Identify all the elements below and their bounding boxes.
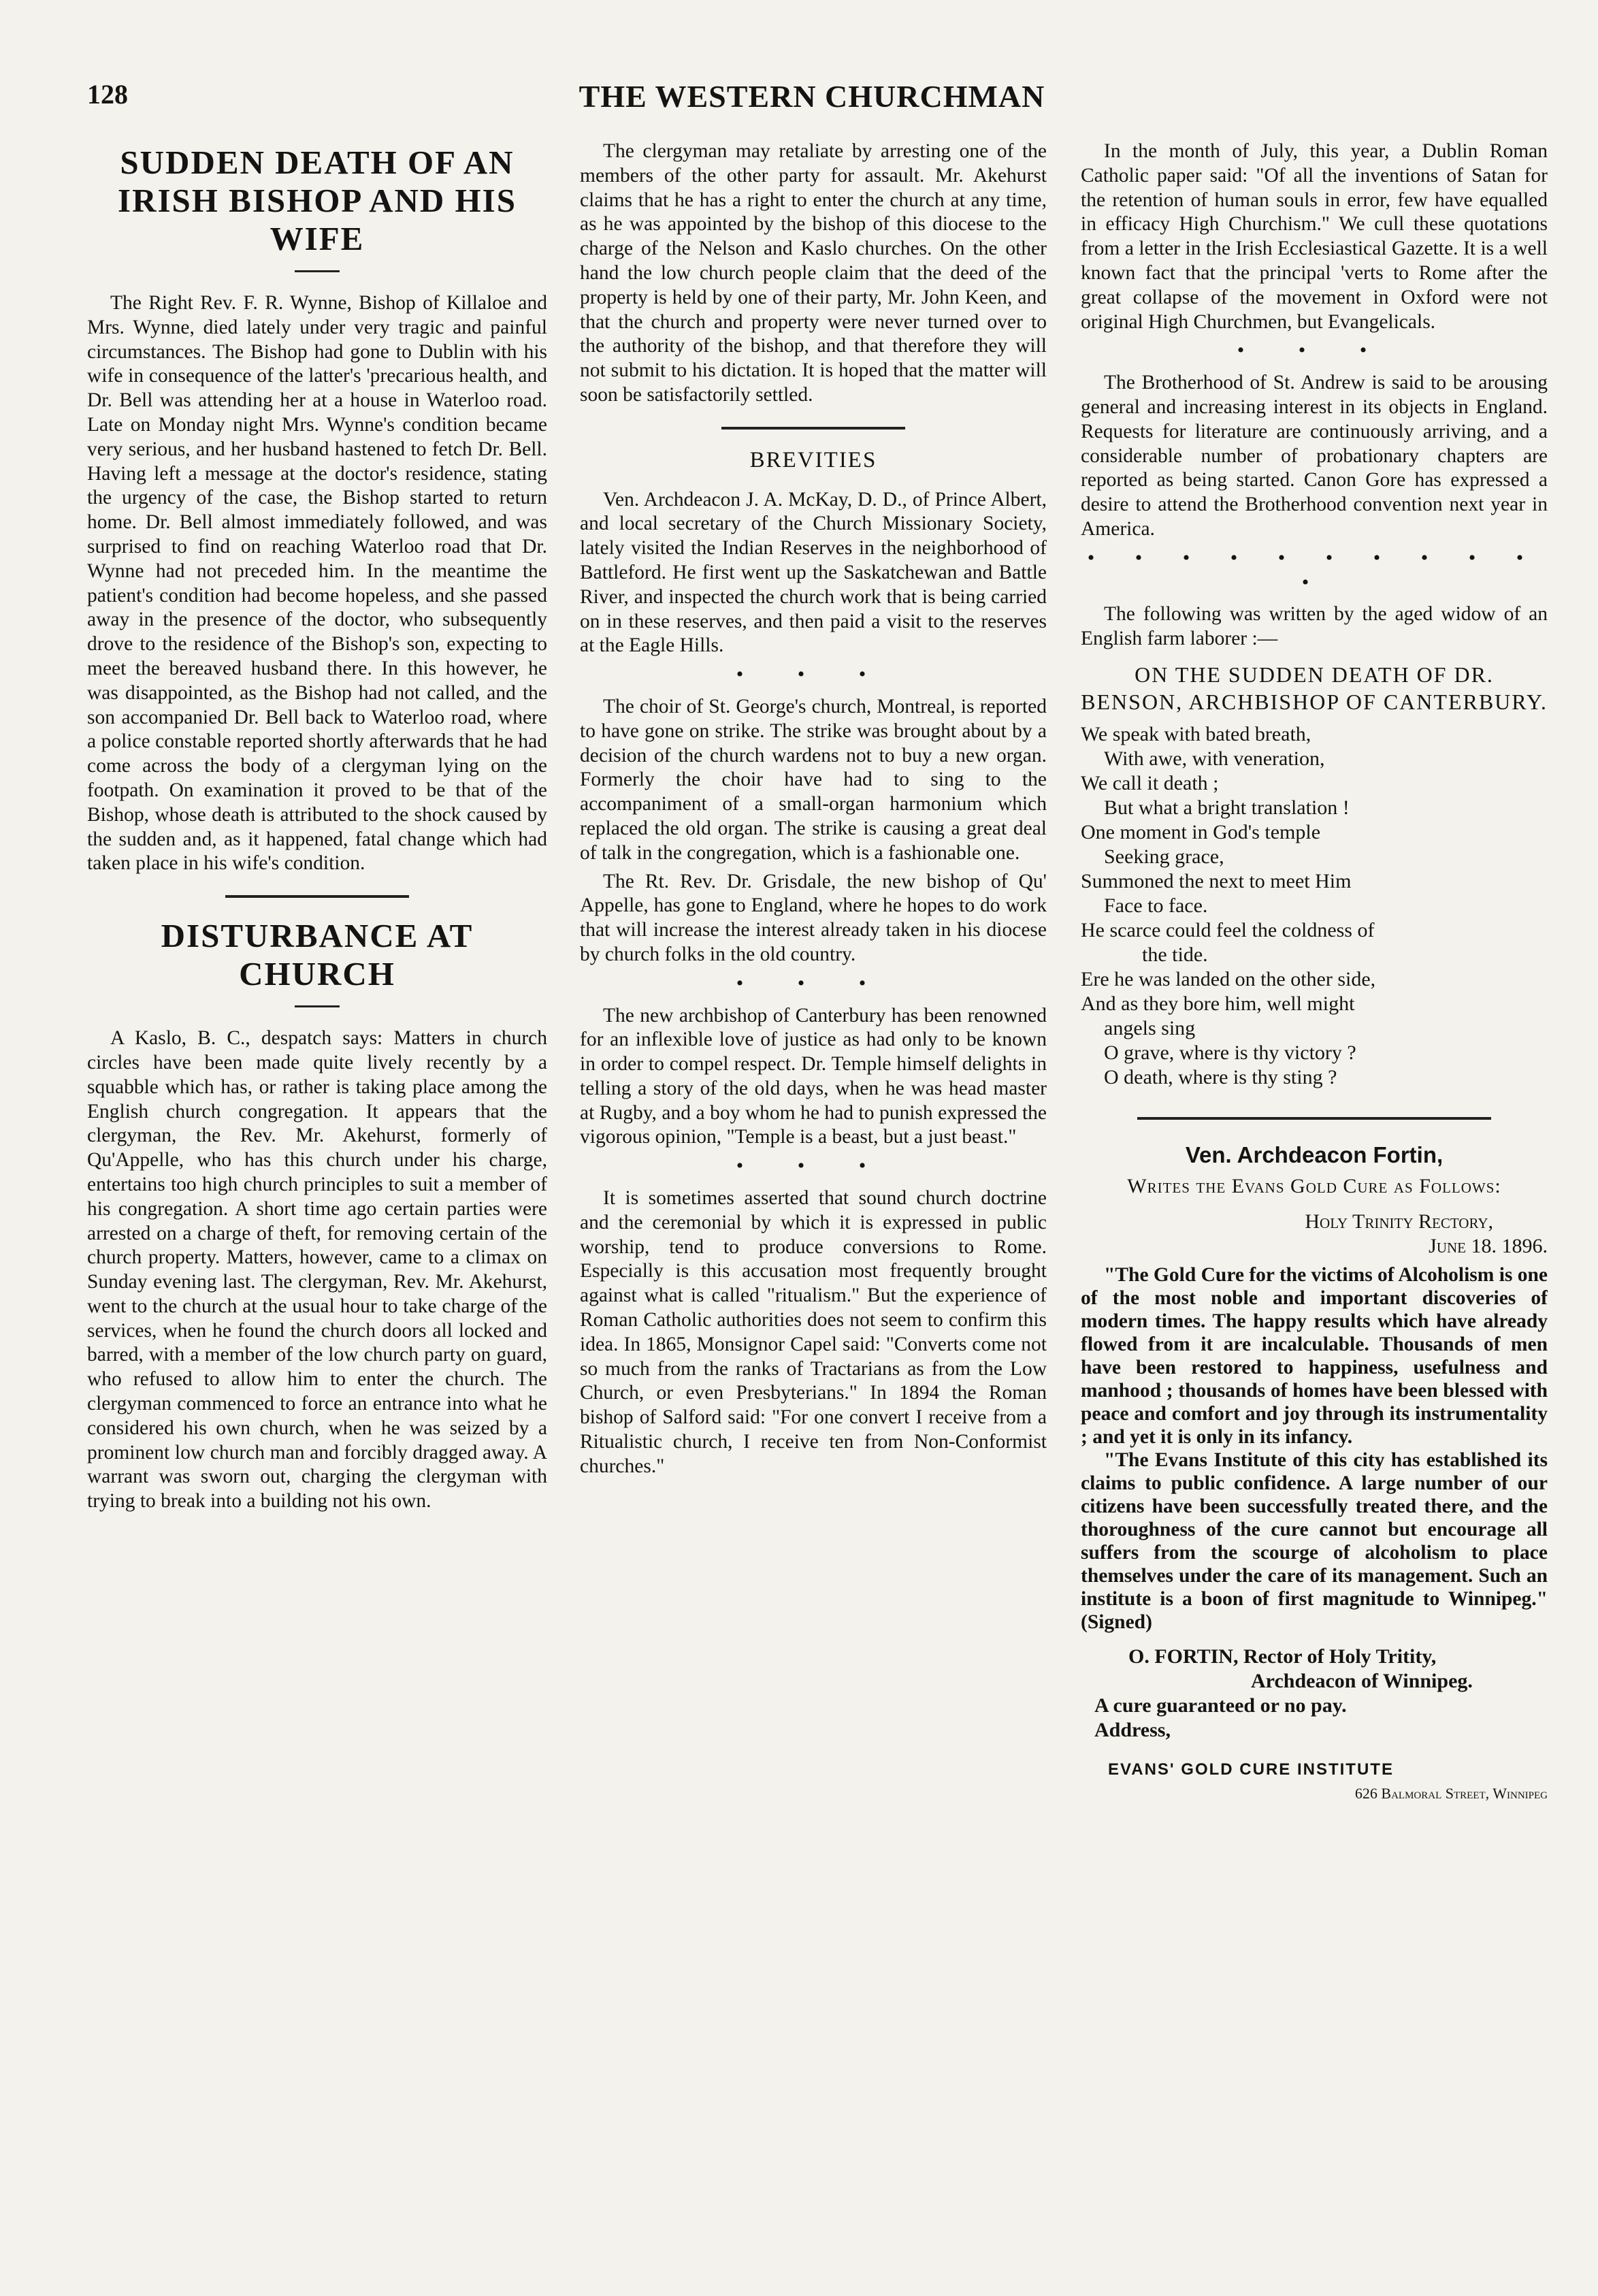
running-title: THE WESTERN CHURCHMAN bbox=[578, 79, 1045, 114]
poem-title: ON THE SUDDEN DEATH OF DR. BENSON, ARCHBISHOP OF CANTERBURY. bbox=[1081, 662, 1548, 714]
section-divider bbox=[1137, 1117, 1491, 1120]
brevity-grisdale: The Rt. Rev. Dr. Grisdale, the new bishop of Qu' Appelle, has gone to England, where he hopes to do work that will increase the interest already taken in his diocese by church folks in the old country. bbox=[580, 870, 1047, 965]
brevity-dublin-paper: In the month of July, this year, a Dublin Roman Catholic paper said: "Of all the inventions of Satan for the retention of human souls in error, few have equalled in efficacy High Churchism." We cull these quotations from a letter in the Irish Ecclesiastical Gazette. It is a well known fact that the principal 'verts to Rome after the great collapse of the movement in Oxford were not original High Churchmen, but Evangelicals. bbox=[1081, 140, 1548, 333]
poem-line: O grave, where is thy victory ? bbox=[1104, 1041, 1356, 1064]
poem-line: Face to face. bbox=[1104, 894, 1208, 917]
ad-address-label: Address, bbox=[1094, 1718, 1171, 1741]
column-1 bbox=[87, 140, 547, 2255]
stars-separator: • • • bbox=[736, 663, 891, 686]
gold-cure-advertisement bbox=[1081, 1143, 1548, 1806]
ad-signature-title: Archdeacon of Winnipeg. bbox=[1251, 1670, 1473, 1693]
article-church-disturbance: A Kaslo, B. C., despatch says: Matters in church circles have been made quite lively recently by a squabble which has, or rather is taking place among the English church congregation. It appears that the clergyman, the Rev. Mr. Akehurst, formerly of Qu'Appelle, who has this church under his charge, entertains too high church principles to suit a member of his congregation. A short time ago certain parties were arrested on a charge of theft, for removing certain of the church property. Matters, however, came to a climax on Sunday evening last. The clergyman, Rev. Mr. Akehurst, went to the church at the usual hour to take charge of the services, when he found the church doors all locked and barred, with a member of the low church party on guard, who refused to allow him to enter the church. The clergyman commenced to force an entrance into what he considered his own church, when he was seized by a prominent low church man and forcibly dragged away. A warrant was sworn out, charging the clergyman with trying to break into a building not his own. bbox=[87, 1027, 547, 1513]
article-church-disturbance-continued: The clergyman may retaliate by arresting one of the members of the other party for assault. Mr. Akehurst claims that he has a right to enter the church at any time, as he was appointed by the bishop of this diocese to the charge of the Nelson and Kaslo churches. On the other hand the low church people claim that the deed of the property is held by one of their party, Mr. John Keen, and that the church and property were never turned over to the authority of the bishop, and that therefore they will not submit to his dictation. It is hoped that the matter will soon be satisfactorily settled. bbox=[580, 140, 1047, 406]
article-bishop-death: The Right Rev. F. R. Wynne, Bishop of Killaloe and Mrs. Wynne, died lately under very tragic and painful circumstances. The Bishop had gone to Dublin with his wife in consequence of the latter's 'precarious health, and Dr. Bell was attending her at a house in Waterloo road. Late on Monday night Mrs. Wynne's condition became very serious, and her husband hastened to fetch Dr. Bell. Having left a message at the doctor's residence, stating the urgency of the case, the Bishop started to return home. Dr. Bell almost immediately followed, and was surprised to find on reaching Waterloo road that Dr. Wynne had not preceded him. In the meantime the patient's condition had become hopeless, and she passed away in the presence of the doctor, who subsequently drove to the residence of the Bishop's son, expecting to meet the bereaved husband there. In this however, he was disappointed, as the Bishop had not called, and the son accompanied Dr. Bell back to Waterloo road, where a police constable reported shortly afterwards that he had come across the body of a clergyman lying on the footpath. On examination it proved to be that of the Bishop, whose death is attributed to the shock caused by the sudden and, as it happened, fatal change which had taken place in his wife's condition. bbox=[87, 292, 547, 875]
poem-line: Summoned the next to meet Him bbox=[1081, 869, 1352, 892]
poem bbox=[1081, 722, 1548, 1090]
divider bbox=[295, 1005, 340, 1007]
section-divider bbox=[721, 427, 905, 430]
page-number: 128 bbox=[87, 79, 128, 110]
brevity-mckay: Ven. Archdeacon J. A. McKay, D. D., of Prince Albert, and local secretary of the Church Missionary Society, lately visited the Indian Reserves in the neighborhood of Battleford. He first went up the Saskatchewan and Battle River, and inspected the church work that is being carried on in these reserves, and then paid a visit to the reserves at the Eagle Hills. bbox=[580, 488, 1047, 657]
poem-line: We call it death ; bbox=[1081, 771, 1219, 794]
poem-intro: The following was written by the aged widow of an English farm laborer :— bbox=[1081, 603, 1548, 650]
poem-line: And as they bore him, well might bbox=[1081, 992, 1355, 1015]
column-2 bbox=[580, 140, 1047, 2255]
stars-separator: • • • bbox=[736, 1154, 891, 1178]
poem-line: One moment in God's temple bbox=[1081, 820, 1321, 843]
poem-line: Ere he was landed on the other side, bbox=[1081, 967, 1376, 990]
poem-line: Seeking grace, bbox=[1104, 845, 1224, 868]
poem-line: He scarce could feel the coldness of bbox=[1081, 918, 1375, 941]
stars-separator: • • • bbox=[736, 971, 891, 995]
poem-line: But what a bright translation ! bbox=[1104, 796, 1350, 819]
ad-institute-name: EVANS' GOLD CURE INSTITUTE bbox=[1108, 1760, 1394, 1779]
brevity-brotherhood: The Brotherhood of St. Andrew is said to be arousing general and increasing interest in its objects in England. Requests for literature are continuously arriving, and a considerable number of probationary chapters are reported as being started. Canon Gore has expressed a desire to attend the Brotherhood convention next year in America. bbox=[1081, 372, 1548, 540]
ad-date: June 18. 1896. bbox=[1429, 1234, 1548, 1257]
ad-paragraph: "The Gold Cure for the victims of Alcoholism is one of the most noble and important discoveries of modern times. The happy results which have already flowed from it are incalculable. Thousands of men have been restored to happiness, usefulness and manhood ; thousands of homes have been blessed with peace and comfort and joy through its instrumentality ; and yet it is only in its infancy. bbox=[1081, 1264, 1548, 1449]
brevity-archbishop-temple: The new archbishop of Canterbury has been renowned for an inflexible love of justice as had only to be known in order to compel respect. Dr. Temple himself delights in telling a story of the old days, when he was head master at Rugby, and a boy whom he had to punish expressed the vigorous opinion, "Temple is a beast, but a just beast." bbox=[580, 1004, 1047, 1148]
ad-guarantee: A cure guaranteed or no pay. bbox=[1094, 1694, 1347, 1717]
ad-institute-address: 626 Balmoral Street, Winnipeg bbox=[1354, 1785, 1548, 1802]
brevity-ritualism: It is sometimes asserted that sound church doctrine and the ceremonial by which it is expressed in public worship, tend to produce conversions to Rome. Especially is this accusation most frequently brought against what is called "ritualism." But the experience of Roman Catholic authorities does not seem to confirm this idea. In 1865, Monsignor Capel said: "Converts come not so much from the ranks of Tractarians as from the Low Church, or even Presbyterians." In 1894 the Roman bishop of Salford said: "For one convert I receive from a Ritualistic church, I receive ten from Non-Conformist churches." bbox=[580, 1187, 1047, 1477]
stars-row-separator: • • • • • • • • • • • bbox=[1087, 546, 1542, 594]
section-divider bbox=[225, 895, 409, 898]
ad-rectory: Holy Trinity Rectory, bbox=[1305, 1210, 1493, 1233]
poem-line: O death, where is thy sting ? bbox=[1104, 1065, 1337, 1088]
headline-church-disturbance: DISTURBANCE AT CHURCH bbox=[161, 917, 474, 993]
ad-subheading: Writes the Evans Gold Cure as Follows: bbox=[1127, 1174, 1501, 1197]
poem-line: We speak with bated breath, bbox=[1081, 722, 1311, 745]
poem-line: the tide. bbox=[1142, 943, 1208, 966]
column-3 bbox=[1081, 140, 1548, 2255]
page-header bbox=[87, 78, 1537, 119]
poem-line: With awe, with veneration, bbox=[1104, 747, 1325, 770]
brevities-heading: BREVITIES bbox=[749, 447, 877, 472]
ad-heading: Ven. Archdeacon Fortin, bbox=[1185, 1142, 1444, 1167]
divider bbox=[295, 270, 340, 272]
brevity-choir-strike: The choir of St. George's church, Montreal, is reported to have gone on strike. The strike was brought about by a decision of the church wardens not to buy a new organ. Formerly the choir have had to sing to the accompaniment of a small-organ harmonium which replaced the old organ. The strike is causing a great deal of talk in the congregation, which is a fashionable one. bbox=[580, 695, 1047, 864]
poem-line: angels sing bbox=[1104, 1016, 1196, 1039]
stars-separator: • • • bbox=[1237, 339, 1392, 362]
ad-signature: O. FORTIN, Rector of Holy Tritity, bbox=[1128, 1645, 1437, 1668]
ad-paragraph: "The Evans Institute of this city has established its claims to public confidence. A large number of our citizens have been successfully treated there, and the thoroughness of the cure cannot but encourage all suffers from the scourge of alcoholism to place themselves under the care of its management. Such an institute is a boon of first magnitude to Winnipeg." (Signed) bbox=[1081, 1449, 1548, 1634]
headline-bishop-death: SUDDEN DEATH OF AN IRISH BISHOP AND HIS WIFE bbox=[118, 144, 517, 257]
